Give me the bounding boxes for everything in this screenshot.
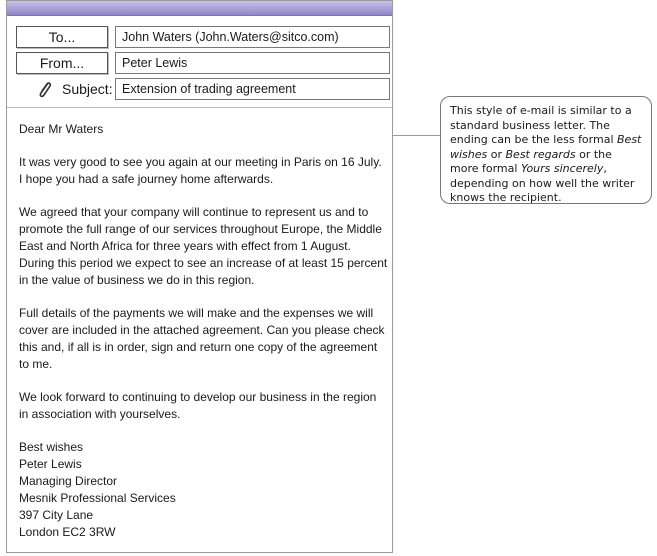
paragraph-2: We agreed that your company will continue to represent us and to promote the full range of our services throughout Europe, the Middle East and North Africa for three years with effect from 1 August. During this period we expect to see an increase of at least 15 percent in the value of business we do in this region. xyxy=(19,205,388,287)
note-em-best-regards: Best regards xyxy=(505,147,576,161)
annotation-note xyxy=(440,96,652,204)
signature-block: Best wishes Peter Lewis Managing Director Mesnik Professional Services 397 City Lane London EC2 3RW xyxy=(19,440,176,539)
note-text-3: or the more formal xyxy=(450,147,612,175)
paperclip-icon[interactable] xyxy=(36,80,54,100)
note-text-1: This style of e-mail is similar to a standard business letter. The ending can be the less formal xyxy=(450,104,632,146)
title-bar xyxy=(7,1,392,16)
greeting: Dear Mr Waters xyxy=(19,122,104,136)
subject-label-text: Subject: xyxy=(62,81,113,97)
subject-field[interactable]: Extension of trading agreement xyxy=(115,78,390,100)
note-em-yours-sincerely: Yours sincerely xyxy=(520,162,604,175)
paragraph-3: Full details of the payments we will make and the expenses we will cover are included in the attached agreement. Can you please check this and, if all is in order, sign and return one copy of the agreement to me. xyxy=(19,306,385,371)
to-field[interactable]: John Waters (John.Waters@sitco.com) xyxy=(115,26,390,48)
email-window xyxy=(6,0,393,553)
note-text-2: or xyxy=(487,147,506,161)
subject-label xyxy=(16,78,112,100)
paragraph-1: It was very good to see you again at our meeting in Paris on 16 July. I hope you had a safe journey home afterwards. xyxy=(19,155,382,186)
from-button[interactable]: From... xyxy=(16,52,108,74)
from-field[interactable]: Peter Lewis xyxy=(115,52,390,74)
note-text-4: , depending on how well the writer knows the recipient. xyxy=(450,162,635,204)
note-em-best-wishes: Best wishes xyxy=(450,133,642,161)
paragraph-4: We look forward to continuing to develop our business in the region in association with yourselves. xyxy=(19,390,377,421)
message-body[interactable] xyxy=(19,121,389,541)
header-divider xyxy=(7,107,392,108)
callout-connector xyxy=(393,135,440,136)
to-button[interactable]: To... xyxy=(16,26,108,48)
